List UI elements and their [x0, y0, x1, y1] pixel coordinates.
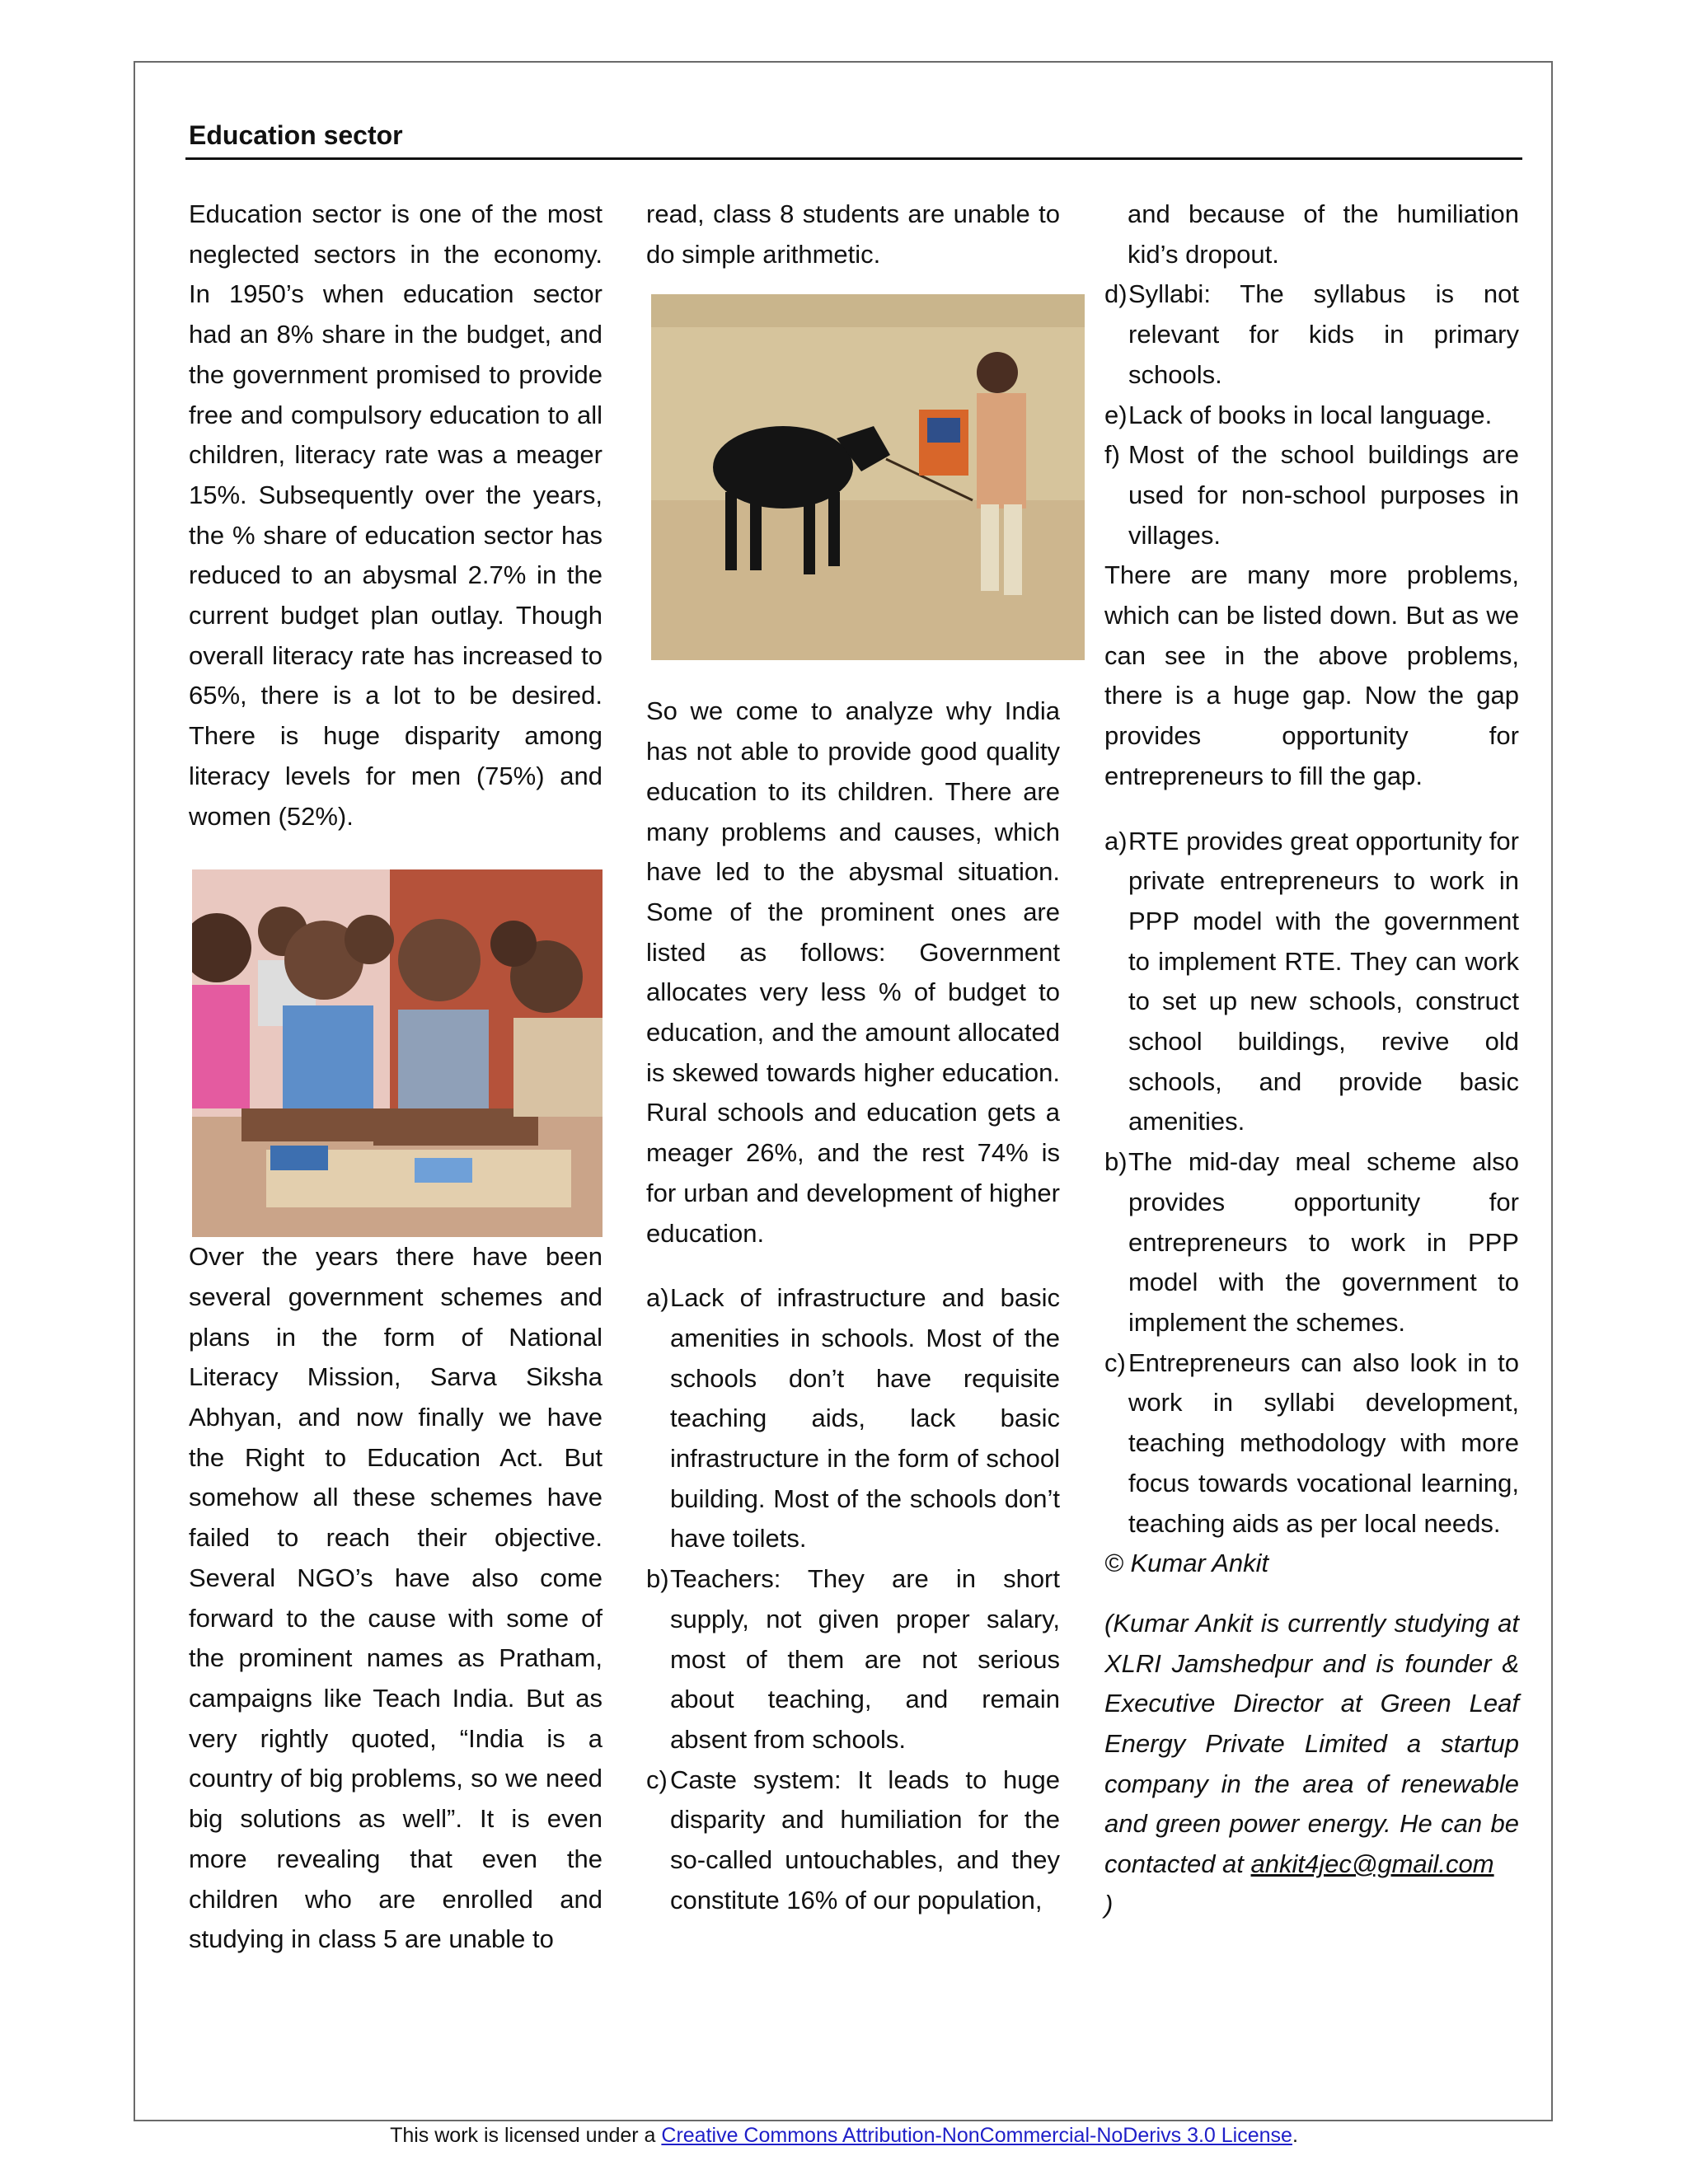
list-item: a) Lack of infrastructure and basic amenities in schools. Most of the schools don’t have requisite teaching aids, lack basic infrastructure in the form of school building. Most of the schools don’t have toilets. — [646, 1283, 1060, 1554]
column-1 — [189, 194, 603, 1960]
continued-text: and because of the humiliation kid’s dropout. — [1128, 199, 1519, 269]
author-bio: (Kumar Ankit is currently studying at XLRI Jamshedpur and is founder & Executive Director at Green Leaf Energy Private Limited a startup company in the area of renewable and green power energy. He can be contacted at ankit4jec@gmail.com ) — [1104, 1608, 1519, 1919]
list-item: d) Syllabi: The syllabus is not relevant for kids in primary schools. — [1104, 279, 1519, 389]
list-item: e) Lack of books in local language. — [1104, 400, 1493, 429]
email-link[interactable]: ankit4jec@gmail.com — [1250, 1849, 1494, 1879]
license-footer: This work is licensed under a Creative Commons Attribution-NonCommercial-NoDerivs 3.0 License. — [390, 2124, 1298, 2147]
boy-goat-image — [651, 294, 1085, 660]
schemes-paragraph: Over the years there have been several government schemes and plans in the form of National Literacy Mission, Sarva Siksha Abhyan, and now finally we have the Right to Education Act. But somehow all these schemes have failed to reach their objective. Several NGO’s have also come forward to the cause with some of the prominent names as Pratham, campaigns like Teach India. But as very rightly quoted, “India is a country of big problems, so we need big solutions as well”. It is even more revealing that even the children who are enrolled and studying in class 5 are unable to — [189, 1242, 603, 1954]
section-heading: Education sector — [189, 120, 403, 150]
analysis-paragraph: So we come to analyze why India has not able to provide good quality education to its children. There are many problems and causes, which have led to the abysmal situation. Some of the prominent ones are listed as follows: Government allocates very less % of budget to education, and the amount allocated is skewed towards higher education. Rural schools and education gets a meager 26%, and the rest 74% is for urban and development of higher education. — [646, 696, 1060, 1248]
license-link[interactable]: Creative Commons Attribution-NonCommercial-NoDerivs 3.0 License — [661, 2124, 1292, 2147]
list-item: c) Entrepreneurs can also look in to work in syllabi development, teaching methodology with more focus towards vocational learning, teaching aids as per local needs. — [1104, 1347, 1519, 1538]
copyright-line: © Kumar Ankit — [1104, 1549, 1269, 1578]
problems-list-continued — [1104, 274, 1519, 555]
intro-paragraph: Education sector is one of the most neglected sectors in the economy. In 1950’s when education sector had an 8% share in the budget, and the government promised to provide free and compulsory education to all children, literacy rate was a meager 15%. Subsequently over the years, the % share of education sector has reduced to an abysmal 2.7% in the current budget plan outlay. Though overall literacy rate has increased to 65%, there is a lot to be desired. There is huge disparity among literacy levels for men (75%) and women (52%). — [189, 199, 603, 831]
problems-list — [646, 1278, 1060, 1920]
heading-underline — [185, 157, 1522, 160]
column-2 — [646, 194, 1060, 1921]
children-classroom-image — [192, 869, 603, 1237]
list-item: b) The mid-day meal scheme also provides opportunity for entrepreneurs to work in PPP model with the government to implement the schemes. — [1104, 1147, 1519, 1337]
list-item: a) RTE provides great opportunity for private entrepreneurs to work in PPP model with the government to implement RTE. They can work to set up new schools, construct school buildings, revive old schools, and provide basic amenities. — [1104, 826, 1519, 1137]
list-item: f) Most of the school buildings are used for non-school purposes in villages. — [1104, 440, 1519, 550]
gap-paragraph: There are many more problems, which can be listed down. But as we can see in the above problems, there is a huge gap. Now the gap provides opportunity for entrepreneurs to fill the gap. — [1104, 560, 1519, 790]
list-item: c) Caste system: It leads to huge disparity and humiliation for the so-called untouchables, and they constitute 16% of our population, — [646, 1765, 1060, 1915]
column-3 — [1104, 194, 1519, 1925]
list-item: b) Teachers: They are in short supply, not given proper salary, most of them are not serious about teaching, and remain absent from schools. — [646, 1564, 1060, 1754]
photo-children-classroom — [192, 869, 603, 1237]
opportunities-list — [1104, 822, 1519, 1544]
photo-boy-with-goat — [651, 294, 1085, 660]
continued-paragraph: read, class 8 students are unable to do simple arithmetic. — [646, 199, 1060, 269]
